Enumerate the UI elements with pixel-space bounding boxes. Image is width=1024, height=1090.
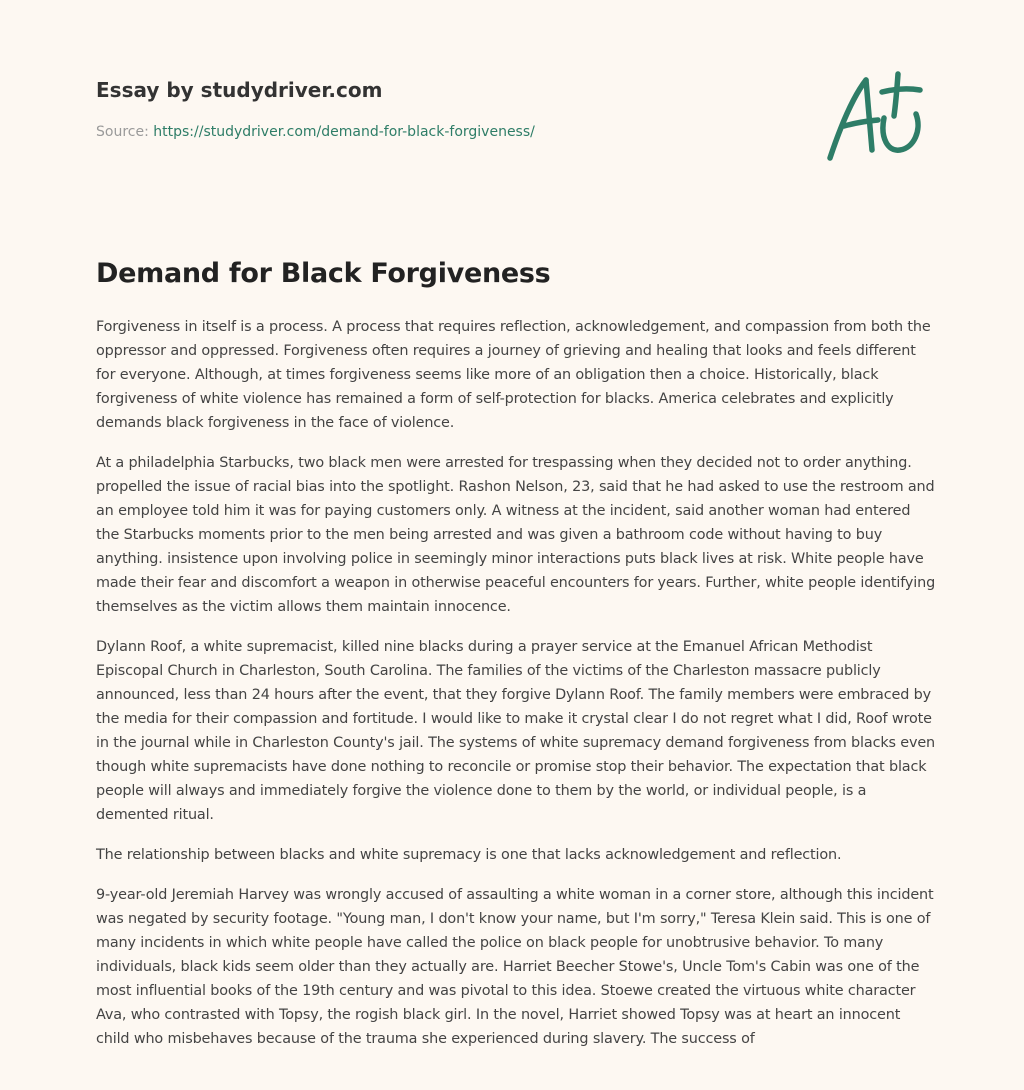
source-line [96,122,796,142]
essay-paragraph: 9-year-old Jeremiah Harvey was wrongly accused of assaulting a white woman in a corner store, although this incident was negated by security footage. "Young man, I don't know your name, but I'm sorry," Teresa Klein said. This is one of many incidents in which white people have called the police on black people for unobtrusive behavior. To many individuals, black kids seem older than they actually are. Harriet Beecher Stowe's, Uncle Tom's Cabin was one of the most influential books of the 19th century and was pivotal to this idea. Stoewe created the virtuous white character Ava, who contrasted with Topsy, the rogish black girl. In the novel, Harriet showed Topsy was at heart an innocent child who misbehaves because of the trauma she experienced during slavery. The success of [96,887,934,1047]
essay-header [96,76,796,142]
essay-paragraph: The relationship between blacks and white supremacy is one that lacks acknowledgement and reflection. [96,847,842,863]
source-link[interactable]: https://studydriver.com/demand-for-black-forgiveness/ [153,124,535,140]
source-label: Source: [96,124,149,140]
site-brand: Essay by studydriver.com [96,78,383,102]
essay-paragraph: At a philadelphia Starbucks, two black men were arrested for trespassing when they decided not to order anything. propelled the issue of racial bias into the spotlight. Rashon Nelson, 23, said that he had asked to use the restroom and an employee told him it was for paying customers only. A witness at the incident, said another woman had entered the Starbucks moments prior to the men being arrested and was given a bathroom code without having to buy anything. insistence upon involving police in seemingly minor interactions puts black lives at risk. White people have made their fear and discomfort a weapon in otherwise peaceful encounters for years. Further, white people identifying themselves as the victim allows them maintain innocence. [96,455,936,615]
essay-paragraph: Dylann Roof, a white supremacist, killed nine blacks during a prayer service at the Emanuel African Methodist Episcopal Church in Charleston, South Carolina. The families of the victims of the Charleston massacre publicly announced, less than 24 hours after the event, that they forgive Dylann Roof. The family members were embraced by the media for their compassion and fortitude. I would like to make it crystal clear I do not regret what I did, Roof wrote in the journal while in Charleston County's jail. The systems of white supremacy demand forgiveness from blacks even though white supremacists have done nothing to reconcile or promise stop their behavior. The expectation that black people will always and immediately forgive the violence done to them by the world, or individual people, is a demented ritual. [96,639,936,823]
a-plus-logo-icon [822,68,926,164]
essay-title: Demand for Black Forgiveness [96,258,551,289]
essay-body [96,315,936,1067]
essay-paragraph: Forgiveness in itself is a process. A process that requires reflection, acknowledgement, and compassion from both the oppressor and oppressed. Forgiveness often requires a journey of grieving and healing that looks and feels different for everyone. Although, at times forgiveness seems like more of an obligation then a choice. Historically, black forgiveness of white violence has remained a form of self-protection for blacks. America celebrates and explicitly demands black forgiveness in the face of violence. [96,319,931,431]
